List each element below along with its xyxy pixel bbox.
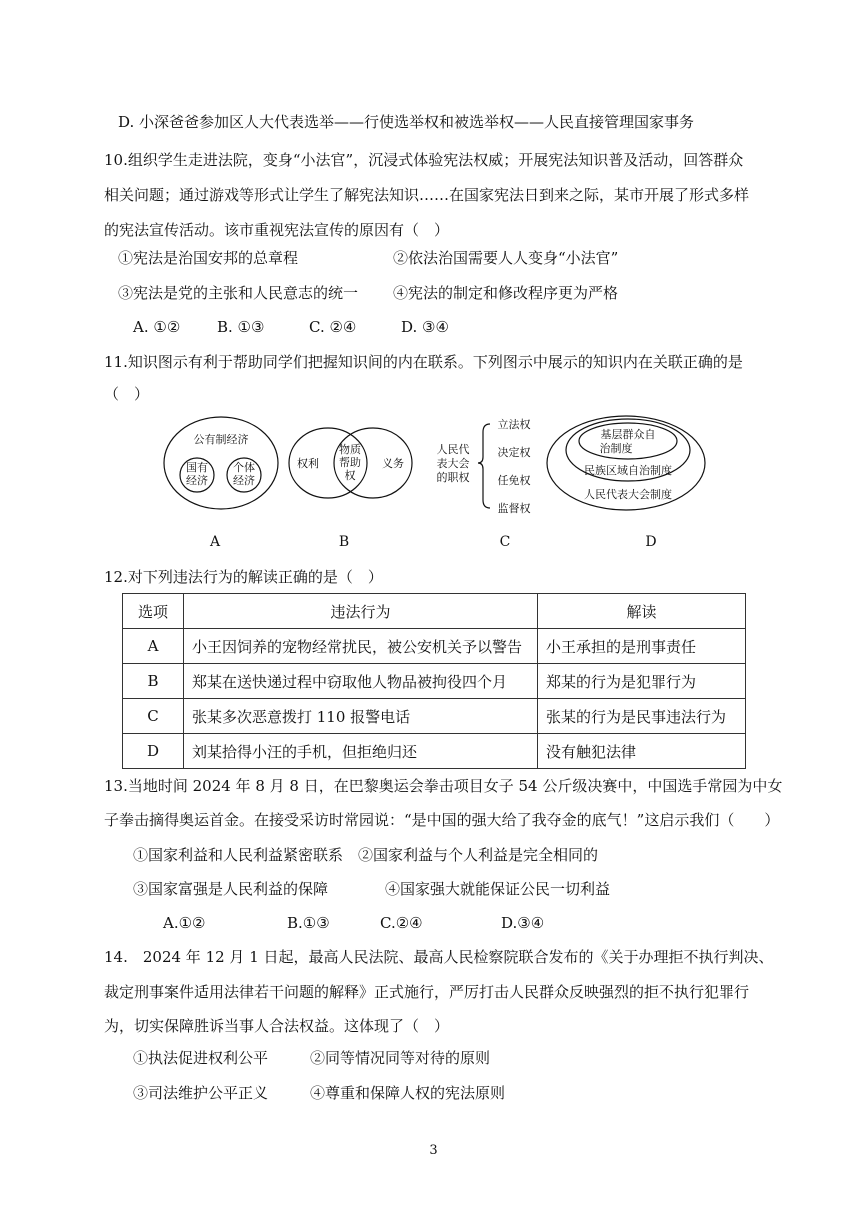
row-a-behavior: 小王因饲养的宠物经常扰民，被公安机关予以警告 xyxy=(184,629,538,664)
q13-choice-d: D.③④ xyxy=(501,914,545,932)
q13-statement-4: ④国家强大就能保证公民一切利益 xyxy=(385,880,611,898)
q12-stem: 12.对下列违法行为的解读正确的是（ ） xyxy=(104,568,383,586)
row-c-option: C xyxy=(123,699,184,734)
row-c-behavior: 张某多次恶意拨打 110 报警电话 xyxy=(184,699,538,734)
q11-stem-line-2: （ ） xyxy=(104,385,150,403)
q10-statement-3: ③宪法是党的主张和人民意志的统一 xyxy=(118,284,359,302)
header-behavior: 违法行为 xyxy=(184,594,538,629)
q13-statement-3: ③国家富强是人民利益的保障 xyxy=(133,880,329,898)
q13-stem-line-2: 子拳击摘得奥运首金。在接受采访时常园说：“是中国的强大给了我夺金的底气！”这启示我们（ ） xyxy=(104,811,780,829)
q13-choice-b: B.①③ xyxy=(287,914,330,932)
q14-stem-line-3: 为，切实保障胜诉当事人合法权益。这体现了（ ） xyxy=(104,1017,450,1035)
diagram-c xyxy=(437,417,531,515)
q13-stem-line-1: 13.当地时间 2024 年 8 月 8 日，在巴黎奥运会拳击项目女子 54 公斤级决赛中，中国选手常园为中女 xyxy=(104,777,783,795)
q14-statement-3: ③司法维护公平正义 xyxy=(133,1084,269,1102)
q10-statement-1: ①宪法是治国安邦的总章程 xyxy=(118,249,299,267)
row-c-interpretation: 张某的行为是民事违法行为 xyxy=(538,699,746,734)
header-interpretation: 解读 xyxy=(538,594,746,629)
q9-option-d: D. 小深爸爸参加区人大代表选举——行使选举权和被选举权——人民直接管理国家事务 xyxy=(118,113,695,131)
q10-stem-line-1: 10.组织学生走进法院，变身“小法官”，沉浸式体验宪法权威；开展宪法知识普及活动，回答群众 xyxy=(104,151,744,169)
q10-choice-c: C. ②④ xyxy=(309,318,357,336)
diagram-d-inner-line-2: 治制度 xyxy=(599,442,633,455)
q14-statement-4: ④尊重和保障人权的宪法原则 xyxy=(310,1084,506,1102)
q14-stem-line-2: 裁定刑事案件适用法律若干问题的解释》正式施行，严厉打击人民群众反映强烈的拒不执行犯罪行 xyxy=(104,983,750,1001)
q13-statement-2: ②国家利益与个人利益是完全相同的 xyxy=(358,846,599,864)
row-b-behavior: 郑某在送快递过程中窃取他人物品被拘役四个月 xyxy=(184,664,538,699)
diagram-d xyxy=(547,416,705,510)
diagram-a-left-line-2: 经济 xyxy=(186,474,208,487)
row-d-option: D xyxy=(123,734,184,769)
q13-choice-a: A.①② xyxy=(163,914,206,932)
diagram-d-letter: D xyxy=(645,534,657,550)
diagram-c-item-2: 决定权 xyxy=(497,446,531,459)
table-row xyxy=(123,664,746,699)
diagram-b-right-label: 义务 xyxy=(382,457,404,470)
diagram-d-outer-label: 人民代表大会制度 xyxy=(584,488,672,501)
diagram-a-letter: A xyxy=(209,534,221,550)
diagram-a-left-line-1: 国有 xyxy=(186,461,208,474)
q14-statement-2: ②同等情况同等对待的原则 xyxy=(310,1049,491,1067)
diagram-a-right-line-2: 经济 xyxy=(233,474,255,487)
q10-choice-a: A. ①② xyxy=(133,318,181,336)
row-b-option: B xyxy=(123,664,184,699)
diagram-d-inner-line-1: 基层群众自 xyxy=(600,428,656,441)
q10-statement-2: ②依法治国需要人人变身“小法官” xyxy=(393,249,619,267)
q10-stem-line-3: 的宪法宣传活动。该市重视宪法宣传的原因有（ ） xyxy=(104,221,450,239)
diagram-c-root-line-1: 人民代 xyxy=(436,443,470,456)
diagram-c-item-1: 立法权 xyxy=(497,418,531,431)
q10-statement-4: ④宪法的制定和修改程序更为严格 xyxy=(393,284,619,302)
row-d-behavior: 刘某拾得小汪的手机，但拒绝归还 xyxy=(184,734,538,769)
diagram-b-center-line-3: 权 xyxy=(344,469,356,482)
q10-choice-d: D. ③④ xyxy=(401,318,449,336)
table-row xyxy=(123,734,746,769)
q12-table xyxy=(122,593,746,769)
q14-stem-line-1: 14. 2024 年 12 月 1 日起，最高人民法院、最高人民检察院联合发布的《关于办理拒不执行判决、 xyxy=(104,948,774,966)
diagram-b xyxy=(289,428,412,498)
diagram-a-right-line-1: 个体 xyxy=(233,461,255,474)
diagram-c-letter: C xyxy=(499,534,511,550)
row-d-interpretation: 没有触犯法律 xyxy=(538,734,746,769)
diagram-b-letter: B xyxy=(338,534,350,550)
diagram-c-item-3: 任免权 xyxy=(497,474,531,487)
diagram-c-item-4: 监督权 xyxy=(497,502,531,515)
diagram-b-left-label: 权利 xyxy=(297,457,319,470)
diagram-a-outer-label: 公有制经济 xyxy=(193,433,249,446)
q13-choice-c: C.②④ xyxy=(380,914,423,932)
page-number: 3 xyxy=(429,1143,438,1158)
q10-stem-line-2: 相关问题；通过游戏等形式让学生了解宪法知识……在国家宪法日到来之际，某市开展了形式多样 xyxy=(104,186,750,204)
q11-diagrams xyxy=(0,405,867,530)
diagram-c-root-line-3: 的职权 xyxy=(436,471,470,484)
diagram-b-center-line-1: 物质 xyxy=(339,443,361,456)
table-row xyxy=(123,699,746,734)
q11-stem-line-1: 11.知识图示有利于帮助同学们把握知识间的内在联系。下列图示中展示的知识内在关联正确的是 xyxy=(104,353,743,371)
diagram-c-root-line-2: 表大会 xyxy=(436,457,470,470)
table-header-row xyxy=(123,594,746,629)
q13-statement-1: ①国家利益和人民利益紧密联系 xyxy=(133,846,344,864)
row-a-interpretation: 小王承担的是刑事责任 xyxy=(538,629,746,664)
row-b-interpretation: 郑某的行为是犯罪行为 xyxy=(538,664,746,699)
q10-choice-b: B. ①③ xyxy=(217,318,265,336)
diagram-a xyxy=(164,417,278,509)
row-a-option: A xyxy=(123,629,184,664)
table-row xyxy=(123,629,746,664)
diagram-b-center-line-2: 帮助 xyxy=(339,456,361,469)
diagram-d-middle-label: 民族区域自治制度 xyxy=(584,464,672,477)
q14-statement-1: ①执法促进权利公平 xyxy=(133,1049,269,1067)
header-option: 选项 xyxy=(123,594,184,629)
